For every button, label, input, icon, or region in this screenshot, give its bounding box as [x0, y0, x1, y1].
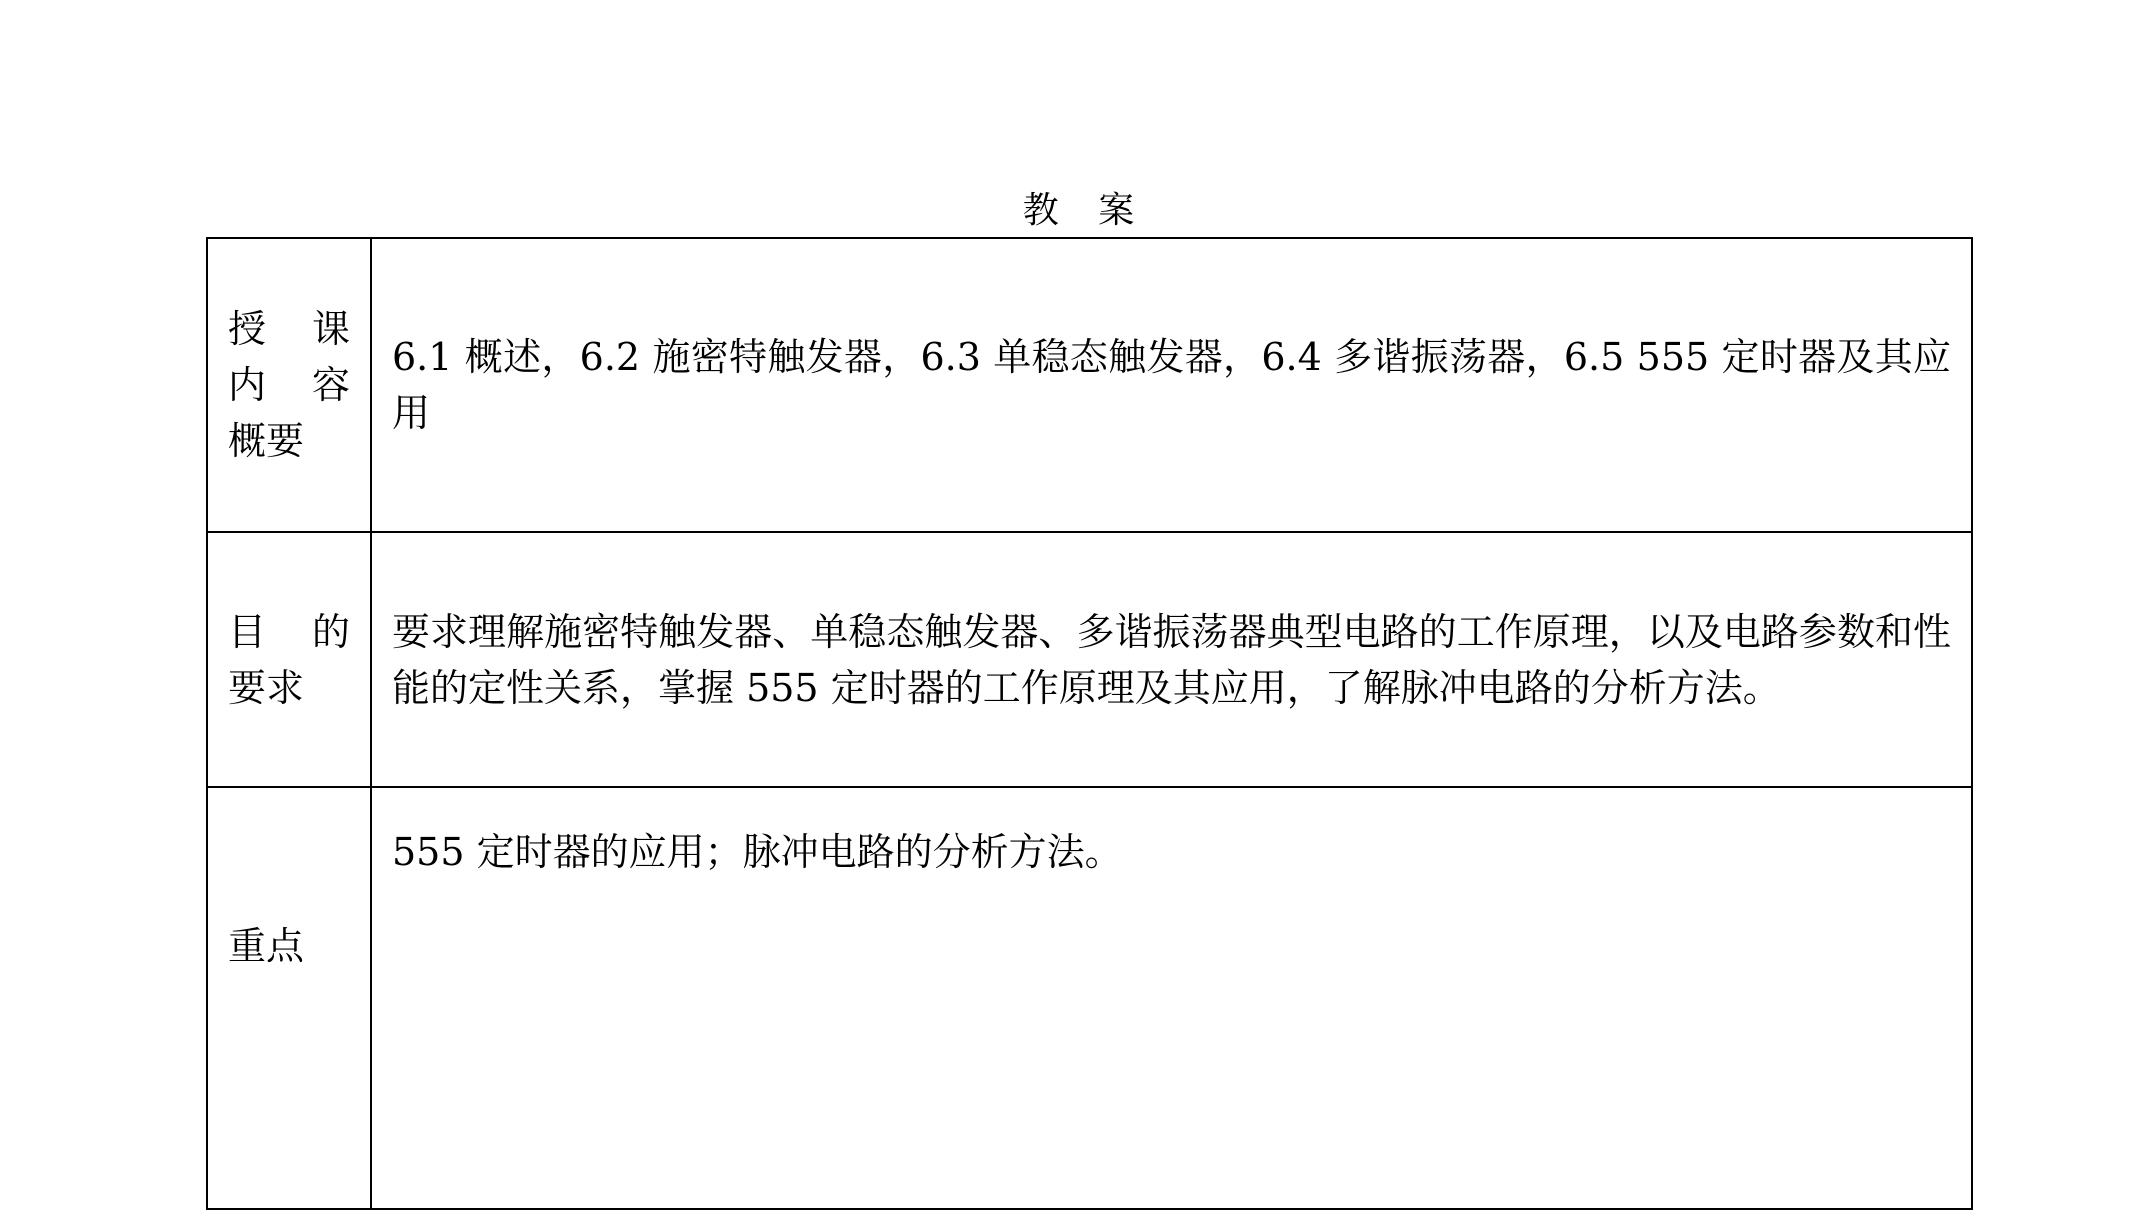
label-line: 要求: [228, 665, 305, 710]
label-cell-course-summary: [207, 238, 371, 532]
label-line: 目 的: [228, 609, 350, 654]
course-summary-text: 6.1 概述，6.2 施密特触发器，6.3 单稳态触发器，6.4 多谐振荡器，6.5 555 定时器及其应用: [392, 335, 1951, 435]
key-points-text: 555 定时器的应用；脉冲电路的分析方法。: [392, 830, 1123, 874]
label-cell-key-points: [207, 787, 371, 1209]
content-cell-objectives: [371, 532, 1972, 787]
label-objectives: [228, 604, 350, 716]
objectives-text: 要求理解施密特触发器、单稳态触发器、多谐振荡器典型电路的工作原理，以及电路参数和性能的定性关系，掌握 555 定时器的工作原理及其应用，了解脉冲电路的分析方法。: [392, 609, 1951, 710]
label-line: 概要: [228, 419, 305, 463]
label-course-summary: [228, 301, 350, 469]
label-line: 授 课: [228, 307, 350, 351]
table-row-objectives: [207, 532, 1972, 787]
content-cell-course-summary: [371, 238, 1972, 532]
label-line: 内 容: [228, 363, 350, 407]
table-row-key-points: [207, 787, 1972, 1209]
lesson-plan-table: [206, 237, 1973, 1210]
label-key-points: [228, 788, 350, 974]
table-row-course-summary: [207, 238, 1972, 532]
label-cell-objectives: [207, 532, 371, 787]
document-title: 教 案: [1022, 190, 1149, 231]
label-line: 重点: [228, 924, 305, 968]
content-cell-key-points: [371, 787, 1972, 1209]
